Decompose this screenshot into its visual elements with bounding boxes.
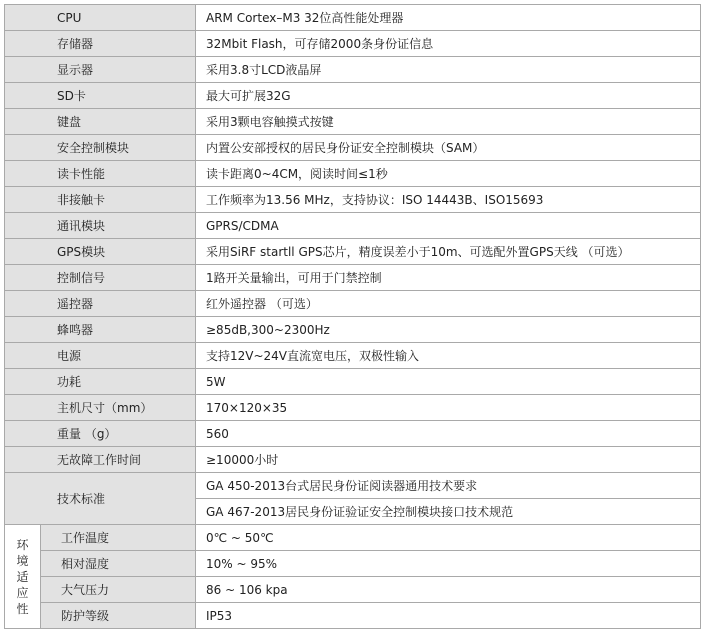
spec-value: ≥85dB,300~2300Hz: [196, 317, 701, 343]
spec-label: GPS模块: [5, 239, 196, 265]
table-row: [5, 291, 701, 317]
table-row: [5, 369, 701, 395]
table-row: [5, 395, 701, 421]
spec-value: GPRS/CDMA: [196, 213, 701, 239]
table-row: [5, 135, 701, 161]
spec-label: 非接触卡: [5, 187, 196, 213]
spec-value: ARM Cortex–M3 32位高性能处理器: [196, 5, 701, 31]
table-row: [5, 57, 701, 83]
spec-value: 560: [196, 421, 701, 447]
table-row: [5, 603, 701, 629]
table-row: [5, 421, 701, 447]
spec-value: 内置公安部授权的居民身份证安全控制模块（SAM）: [196, 135, 701, 161]
spec-label: 蜂鸣器: [5, 317, 196, 343]
spec-value: ≥10000小时: [196, 447, 701, 473]
spec-label: 技术标准: [5, 473, 196, 525]
spec-value: 红外遥控器 （可选）: [196, 291, 701, 317]
spec-label: 键盘: [5, 109, 196, 135]
spec-value: GA 450-2013台式居民身份证阅读器通用技术要求: [196, 473, 701, 499]
spec-table: [4, 4, 701, 629]
table-row: [5, 109, 701, 135]
spec-label: SD卡: [5, 83, 196, 109]
spec-label: 防护等级: [41, 603, 196, 629]
spec-value: 采用3.8寸LCD液晶屏: [196, 57, 701, 83]
table-row: [5, 525, 701, 551]
environment-group-text: 环境适应性: [16, 537, 29, 616]
table-row: [5, 317, 701, 343]
spec-value: 最大可扩展32G: [196, 83, 701, 109]
table-row: [5, 577, 701, 603]
environment-group-label: [5, 525, 41, 629]
spec-label: 显示器: [5, 57, 196, 83]
spec-value: IP53: [196, 603, 701, 629]
spec-value: 86 ~ 106 kpa: [196, 577, 701, 603]
spec-label: 遥控器: [5, 291, 196, 317]
table-row: [5, 187, 701, 213]
spec-label: 工作温度: [41, 525, 196, 551]
table-row: [5, 31, 701, 57]
spec-value: 1路开关量输出，可用于门禁控制: [196, 265, 701, 291]
spec-label: 功耗: [5, 369, 196, 395]
table-row: [5, 213, 701, 239]
spec-label: 电源: [5, 343, 196, 369]
table-row: [5, 265, 701, 291]
spec-value: 0℃ ~ 50℃: [196, 525, 701, 551]
table-row: [5, 551, 701, 577]
spec-label: 读卡性能: [5, 161, 196, 187]
spec-value: GA 467-2013居民身份证验证安全控制模块接口技术规范: [196, 499, 701, 525]
spec-value: 170×120×35: [196, 395, 701, 421]
spec-value: 支持12V~24V直流宽电压，双极性输入: [196, 343, 701, 369]
spec-label: CPU: [5, 5, 196, 31]
spec-value: 工作频率为13.56 MHz，支持协议：ISO 14443B、ISO15693: [196, 187, 701, 213]
spec-value: 10% ~ 95%: [196, 551, 701, 577]
spec-label: 通讯模块: [5, 213, 196, 239]
spec-value: 采用SiRF startll GPS芯片，精度误差小于10m、可选配外置GPS天线 （可选）: [196, 239, 701, 265]
spec-value: 采用3颗电容触摸式按键: [196, 109, 701, 135]
spec-label: 存储器: [5, 31, 196, 57]
spec-value: 32Mbit Flash，可存储2000条身份证信息: [196, 31, 701, 57]
table-row: [5, 5, 701, 31]
spec-label: 主机尺寸（mm）: [5, 395, 196, 421]
table-row: [5, 83, 701, 109]
table-row: [5, 473, 701, 499]
spec-value: 读卡距离0~4CM，阅读时间≤1秒: [196, 161, 701, 187]
spec-label: 重量 （g）: [5, 421, 196, 447]
spec-label: 大气压力: [41, 577, 196, 603]
spec-label: 无故障工作时间: [5, 447, 196, 473]
spec-table-body: [5, 5, 701, 629]
table-row: [5, 343, 701, 369]
spec-label: 安全控制模块: [5, 135, 196, 161]
table-row: [5, 161, 701, 187]
table-row: [5, 447, 701, 473]
spec-label: 相对湿度: [41, 551, 196, 577]
spec-label: 控制信号: [5, 265, 196, 291]
table-row: [5, 239, 701, 265]
spec-value: 5W: [196, 369, 701, 395]
